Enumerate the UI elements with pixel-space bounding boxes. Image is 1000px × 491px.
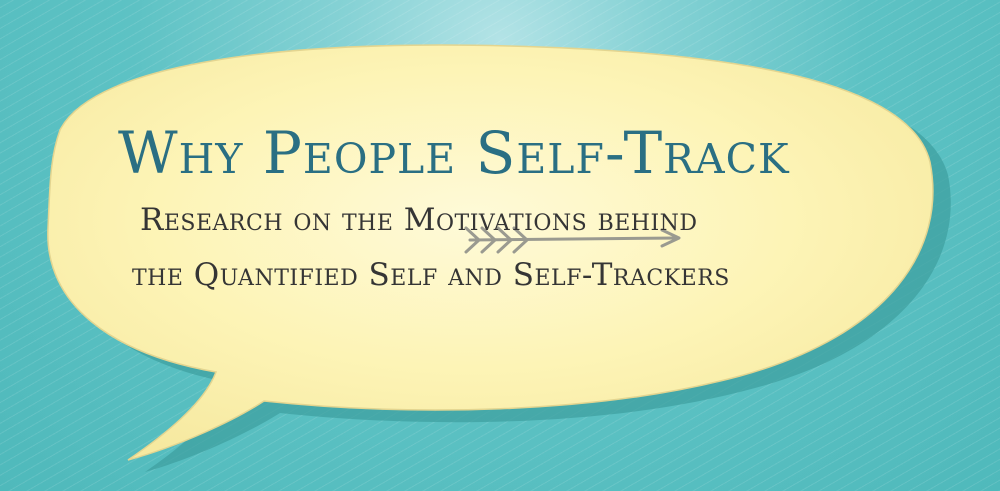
banner-title: Why People Self-Track [118,119,790,187]
banner-subtitle-line-1: Research on the Motivations behind [140,202,698,238]
banner-subtitle-line-2: the Quantified Self and Self-Trackers [132,257,730,293]
